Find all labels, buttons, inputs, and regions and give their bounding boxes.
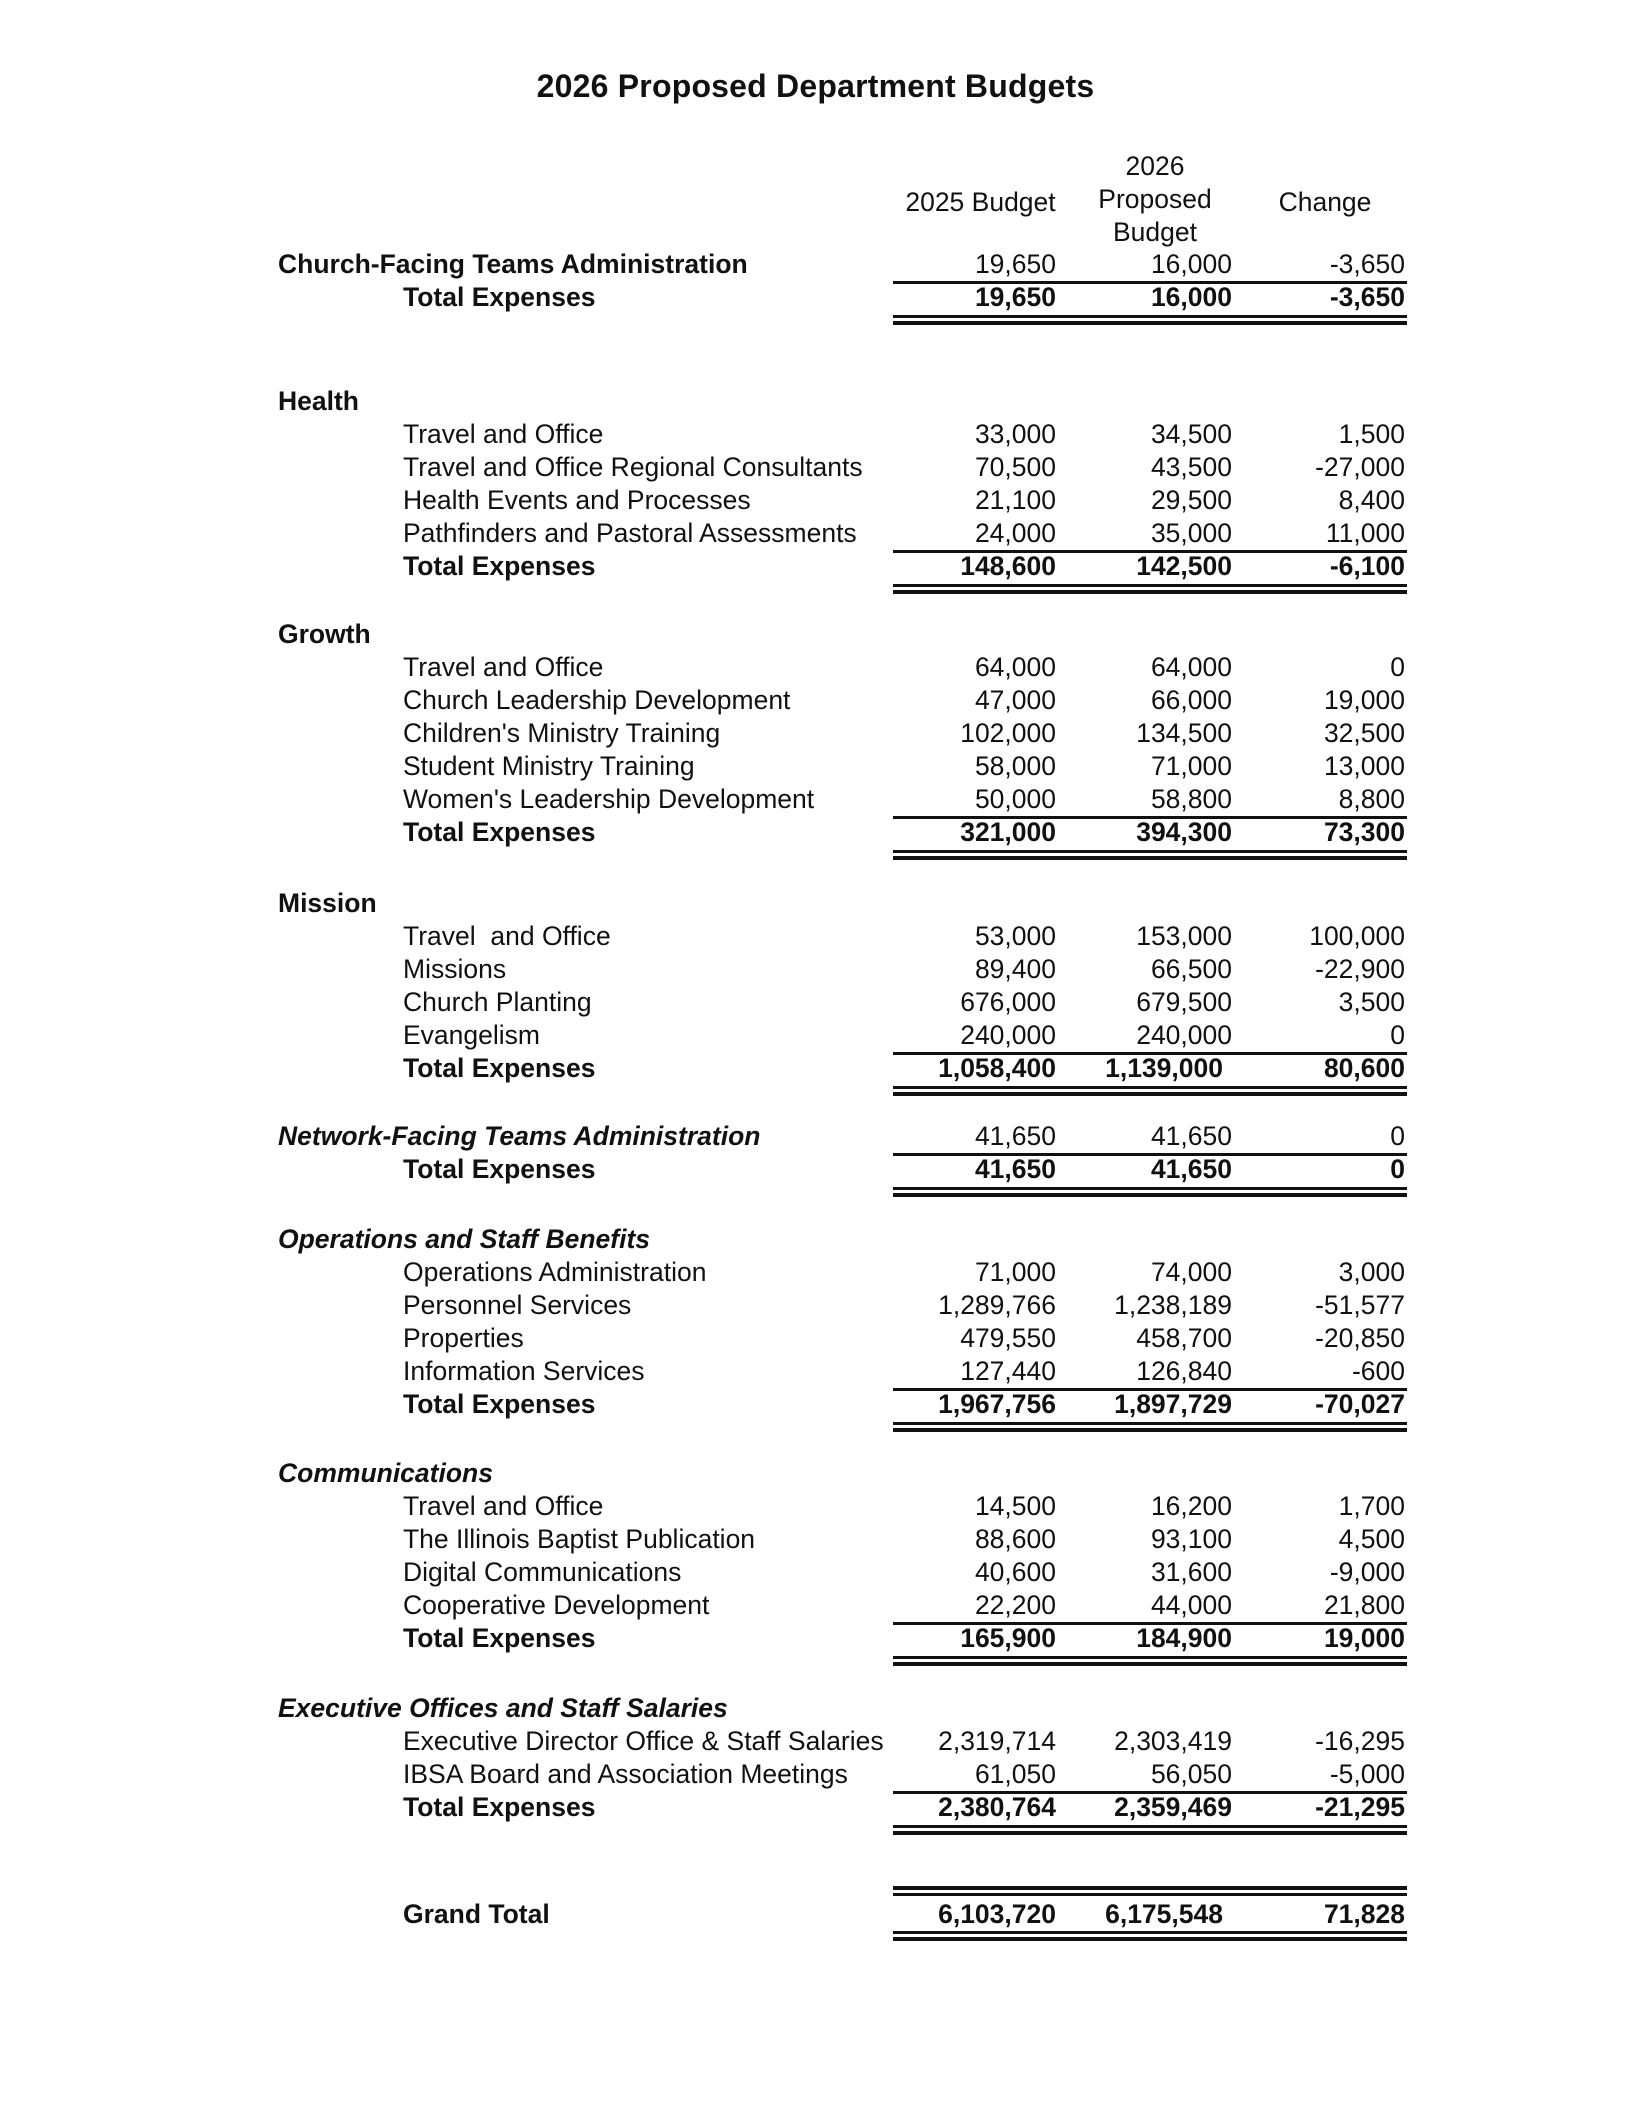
grand-total-rule-top-2 bbox=[893, 1893, 1407, 1896]
value-change: 13,000 bbox=[1323, 751, 1405, 781]
total-change: 19,000 bbox=[1323, 1623, 1405, 1653]
total-2026: 41,650 bbox=[1150, 1154, 1232, 1184]
col-header-2025-text: 2025 Budget bbox=[905, 187, 1056, 217]
value-change: -27,000 bbox=[1315, 452, 1405, 482]
value-2025: 50,000 bbox=[974, 784, 1056, 814]
total-2026: 394,300 bbox=[1136, 817, 1232, 847]
line-item bbox=[0, 1589, 1631, 1622]
grand-total-rule-top-1 bbox=[893, 1886, 1407, 1890]
item-label: Travel and Office bbox=[403, 921, 611, 951]
grand-total-change: 71,828 bbox=[1323, 1899, 1405, 1929]
value-change: 19,000 bbox=[1323, 685, 1405, 715]
value-2026: 93,100 bbox=[1150, 1524, 1232, 1554]
value-change: 1,500 bbox=[1338, 419, 1405, 449]
value-change: -3,650 bbox=[1329, 249, 1405, 279]
col-header-2025 bbox=[888, 186, 1073, 219]
col-header-change-text: Change bbox=[1278, 187, 1372, 217]
double-rule-bottom bbox=[893, 1831, 1407, 1835]
value-2026: 16,000 bbox=[1150, 249, 1232, 279]
value-2025: 19,650 bbox=[974, 249, 1056, 279]
total-change: -6,100 bbox=[1329, 551, 1405, 581]
value-2025: 61,050 bbox=[974, 1759, 1056, 1789]
total-change: -3,650 bbox=[1329, 282, 1405, 312]
double-rule-bottom bbox=[893, 856, 1407, 860]
dept-row-church-facing bbox=[0, 248, 1631, 281]
double-rule-top bbox=[893, 1656, 1407, 1659]
col-header-2026-line2: Proposed bbox=[1098, 184, 1212, 214]
value-change: 1,700 bbox=[1338, 1491, 1405, 1521]
double-rule-bottom bbox=[893, 1662, 1407, 1666]
value-2025: 71,000 bbox=[974, 1257, 1056, 1287]
value-change: 8,800 bbox=[1338, 784, 1405, 814]
line-item bbox=[0, 651, 1631, 684]
value-change: 32,500 bbox=[1323, 718, 1405, 748]
item-label: Student Ministry Training bbox=[403, 751, 695, 781]
double-rule-bottom bbox=[893, 1092, 1407, 1096]
item-label: Health Events and Processes bbox=[403, 485, 751, 515]
value-2026: 41,650 bbox=[1150, 1121, 1232, 1151]
total-row bbox=[0, 1052, 1631, 1085]
double-rule-bottom bbox=[893, 1193, 1407, 1197]
line-item bbox=[0, 1523, 1631, 1556]
total-label: Total Expenses bbox=[403, 1623, 596, 1653]
line-item bbox=[0, 517, 1631, 550]
col-header-2026-line3: Budget bbox=[1113, 217, 1197, 247]
item-label: Travel and Office bbox=[403, 419, 604, 449]
line-item bbox=[0, 920, 1631, 953]
value-change: -5,000 bbox=[1329, 1759, 1405, 1789]
value-change: 3,000 bbox=[1338, 1257, 1405, 1287]
total-label: Total Expenses bbox=[403, 1154, 596, 1184]
total-2025: 321,000 bbox=[960, 817, 1056, 847]
value-2025: 64,000 bbox=[974, 652, 1056, 682]
dept-row-operations bbox=[0, 1223, 1631, 1256]
total-2026: 16,000 bbox=[1150, 282, 1232, 312]
dept-name: Network-Facing Teams Administration bbox=[278, 1121, 761, 1151]
double-rule-bottom bbox=[893, 1428, 1407, 1432]
page-title: 2026 Proposed Department Budgets bbox=[536, 68, 1095, 104]
item-label: The Illinois Baptist Publication bbox=[403, 1524, 756, 1554]
total-2026: 184,900 bbox=[1136, 1623, 1232, 1653]
value-change: -51,577 bbox=[1315, 1290, 1405, 1320]
total-row bbox=[0, 1622, 1631, 1655]
col-header-change bbox=[1240, 186, 1410, 219]
total-2025: 165,900 bbox=[960, 1623, 1056, 1653]
value-2025: 53,000 bbox=[974, 921, 1056, 951]
double-rule-top bbox=[893, 584, 1407, 587]
value-change: -20,850 bbox=[1315, 1323, 1405, 1353]
value-2026: 66,000 bbox=[1150, 685, 1232, 715]
double-rule-top bbox=[893, 1422, 1407, 1425]
total-row bbox=[0, 281, 1631, 314]
value-2026: 458,700 bbox=[1136, 1323, 1232, 1353]
grand-total-2026: 6,175,548 bbox=[1105, 1899, 1223, 1929]
total-2025: 2,380,764 bbox=[938, 1792, 1056, 1822]
value-2026: 1,238,189 bbox=[1114, 1290, 1232, 1320]
total-2025: 148,600 bbox=[960, 551, 1056, 581]
grand-total-row bbox=[0, 1898, 1631, 1931]
total-label: Total Expenses bbox=[403, 1792, 596, 1822]
total-row bbox=[0, 1388, 1631, 1421]
value-2026: 66,500 bbox=[1150, 954, 1232, 984]
value-change: 0 bbox=[1390, 1121, 1405, 1151]
line-item bbox=[0, 750, 1631, 783]
line-item bbox=[0, 1758, 1631, 1791]
line-item bbox=[0, 717, 1631, 750]
total-2025: 1,058,400 bbox=[938, 1053, 1056, 1083]
value-2025: 22,200 bbox=[974, 1590, 1056, 1620]
double-rule-bottom bbox=[893, 321, 1407, 325]
line-item bbox=[0, 484, 1631, 517]
dept-row-communications bbox=[0, 1457, 1631, 1490]
line-item bbox=[0, 1490, 1631, 1523]
double-rule-top bbox=[893, 1086, 1407, 1089]
value-2026: 58,800 bbox=[1150, 784, 1232, 814]
value-2026: 43,500 bbox=[1150, 452, 1232, 482]
total-row bbox=[0, 816, 1631, 849]
total-label: Total Expenses bbox=[403, 1053, 596, 1083]
value-2026: 2,303,419 bbox=[1114, 1726, 1232, 1756]
value-2026: 29,500 bbox=[1150, 485, 1232, 515]
col-header-2026 bbox=[1070, 150, 1240, 249]
value-2025: 14,500 bbox=[974, 1491, 1056, 1521]
item-label: Information Services bbox=[403, 1356, 645, 1386]
value-2025: 127,440 bbox=[960, 1356, 1056, 1386]
value-2025: 58,000 bbox=[974, 751, 1056, 781]
dept-row-growth bbox=[0, 618, 1631, 651]
value-change: 8,400 bbox=[1338, 485, 1405, 515]
value-change: -600 bbox=[1351, 1356, 1405, 1386]
line-item bbox=[0, 418, 1631, 451]
dept-row-health bbox=[0, 385, 1631, 418]
value-change: 0 bbox=[1390, 1020, 1405, 1050]
value-2025: 89,400 bbox=[974, 954, 1056, 984]
item-label: Church Leadership Development bbox=[403, 685, 791, 715]
line-item bbox=[0, 1556, 1631, 1589]
line-item bbox=[0, 1725, 1631, 1758]
grand-total-rule-bottom-1 bbox=[893, 1931, 1407, 1934]
dept-name: Mission bbox=[278, 888, 377, 918]
total-row bbox=[0, 1153, 1631, 1186]
value-2025: 2,319,714 bbox=[938, 1726, 1056, 1756]
value-2025: 88,600 bbox=[974, 1524, 1056, 1554]
value-2025: 676,000 bbox=[960, 987, 1056, 1017]
line-item bbox=[0, 986, 1631, 1019]
grand-total-label: Grand Total bbox=[403, 1899, 550, 1929]
total-row bbox=[0, 1791, 1631, 1824]
line-item bbox=[0, 1256, 1631, 1289]
total-2026: 2,359,469 bbox=[1114, 1792, 1232, 1822]
value-2025: 41,650 bbox=[974, 1121, 1056, 1151]
total-2026: 1,897,729 bbox=[1114, 1389, 1232, 1419]
value-2025: 240,000 bbox=[960, 1020, 1056, 1050]
double-rule-top bbox=[893, 1825, 1407, 1828]
total-change: -21,295 bbox=[1315, 1792, 1405, 1822]
value-2026: 153,000 bbox=[1136, 921, 1232, 951]
value-2026: 134,500 bbox=[1136, 718, 1232, 748]
line-item bbox=[0, 1355, 1631, 1388]
double-rule-top bbox=[893, 315, 1407, 318]
line-item bbox=[0, 1289, 1631, 1322]
item-label: Travel and Office bbox=[403, 652, 604, 682]
value-change: -22,900 bbox=[1315, 954, 1405, 984]
line-item bbox=[0, 451, 1631, 484]
item-label: Travel and Office Regional Consultants bbox=[403, 452, 863, 482]
item-label: Church Planting bbox=[403, 987, 592, 1017]
value-2025: 33,000 bbox=[974, 419, 1056, 449]
total-label: Total Expenses bbox=[403, 282, 596, 312]
double-rule-bottom bbox=[893, 590, 1407, 594]
line-item bbox=[0, 953, 1631, 986]
item-label: IBSA Board and Association Meetings bbox=[403, 1759, 848, 1789]
value-2026: 34,500 bbox=[1150, 419, 1232, 449]
item-label: Women's Leadership Development bbox=[403, 784, 815, 814]
value-2026: 35,000 bbox=[1150, 518, 1232, 548]
dept-name: Health bbox=[278, 386, 359, 416]
value-2025: 40,600 bbox=[974, 1557, 1056, 1587]
value-change: 11,000 bbox=[1325, 518, 1405, 548]
item-label: Evangelism bbox=[403, 1020, 540, 1050]
value-2026: 16,200 bbox=[1150, 1491, 1232, 1521]
value-2025: 1,289,766 bbox=[938, 1290, 1056, 1320]
double-rule-top bbox=[893, 1187, 1407, 1190]
item-label: Children's Ministry Training bbox=[403, 718, 721, 748]
dept-name: Executive Offices and Staff Salaries bbox=[278, 1693, 728, 1723]
line-item bbox=[0, 684, 1631, 717]
value-change: -9,000 bbox=[1329, 1557, 1405, 1587]
value-2026: 71,000 bbox=[1150, 751, 1232, 781]
total-label: Total Expenses bbox=[403, 551, 596, 581]
value-change: 0 bbox=[1390, 652, 1405, 682]
value-change: 100,000 bbox=[1309, 921, 1405, 951]
value-2026: 126,840 bbox=[1136, 1356, 1232, 1386]
item-label: Digital Communications bbox=[403, 1557, 682, 1587]
value-2026: 56,050 bbox=[1150, 1759, 1232, 1789]
item-label: Pathfinders and Pastoral Assessments bbox=[403, 518, 857, 548]
dept-name: Growth bbox=[278, 619, 371, 649]
value-2026: 679,500 bbox=[1136, 987, 1232, 1017]
dept-name: Communications bbox=[278, 1458, 493, 1488]
dept-name: Operations and Staff Benefits bbox=[278, 1224, 651, 1254]
value-2025: 102,000 bbox=[960, 718, 1056, 748]
total-2026: 142,500 bbox=[1136, 551, 1232, 581]
item-label: Travel and Office bbox=[403, 1491, 604, 1521]
item-label: Properties bbox=[403, 1323, 524, 1353]
line-item bbox=[0, 1322, 1631, 1355]
item-label: Personnel Services bbox=[403, 1290, 632, 1320]
total-label: Total Expenses bbox=[403, 1389, 596, 1419]
value-2026: 240,000 bbox=[1136, 1020, 1232, 1050]
line-item bbox=[0, 783, 1631, 816]
value-2025: 479,550 bbox=[960, 1323, 1056, 1353]
dept-row-mission bbox=[0, 887, 1631, 920]
value-2026: 44,000 bbox=[1150, 1590, 1232, 1620]
value-2025: 21,100 bbox=[974, 485, 1056, 515]
total-change: -70,027 bbox=[1315, 1389, 1405, 1419]
value-2025: 47,000 bbox=[974, 685, 1056, 715]
dept-name: Church-Facing Teams Administration bbox=[278, 249, 748, 279]
total-change: 0 bbox=[1390, 1154, 1405, 1184]
total-row bbox=[0, 550, 1631, 583]
item-label: Cooperative Development bbox=[403, 1590, 710, 1620]
double-rule-top bbox=[893, 850, 1407, 853]
value-change: 4,500 bbox=[1338, 1524, 1405, 1554]
item-label: Missions bbox=[403, 954, 507, 984]
item-label: Operations Administration bbox=[403, 1257, 707, 1287]
total-2025: 19,650 bbox=[974, 282, 1056, 312]
value-2026: 74,000 bbox=[1150, 1257, 1232, 1287]
grand-total-2025: 6,103,720 bbox=[938, 1899, 1056, 1929]
col-header-2026-line1: 2026 bbox=[1125, 151, 1185, 181]
dept-row-executive bbox=[0, 1692, 1631, 1725]
value-2026: 64,000 bbox=[1150, 652, 1232, 682]
total-2026: 1,139,000 bbox=[1105, 1053, 1223, 1083]
grand-total-rule-bottom-2 bbox=[893, 1937, 1407, 1941]
line-item bbox=[0, 1019, 1631, 1052]
value-2026: 31,600 bbox=[1150, 1557, 1232, 1587]
value-change: 21,800 bbox=[1323, 1590, 1405, 1620]
total-change: 73,300 bbox=[1323, 817, 1405, 847]
total-2025: 1,967,756 bbox=[938, 1389, 1056, 1419]
value-change: -16,295 bbox=[1315, 1726, 1405, 1756]
value-2025: 24,000 bbox=[974, 518, 1056, 548]
total-2025: 41,650 bbox=[974, 1154, 1056, 1184]
value-2025: 70,500 bbox=[974, 452, 1056, 482]
total-label: Total Expenses bbox=[403, 817, 596, 847]
dept-row-network-facing bbox=[0, 1120, 1631, 1153]
item-label: Executive Director Office & Staff Salaries bbox=[403, 1726, 884, 1756]
value-change: 3,500 bbox=[1338, 987, 1405, 1017]
total-change: 80,600 bbox=[1323, 1053, 1405, 1083]
